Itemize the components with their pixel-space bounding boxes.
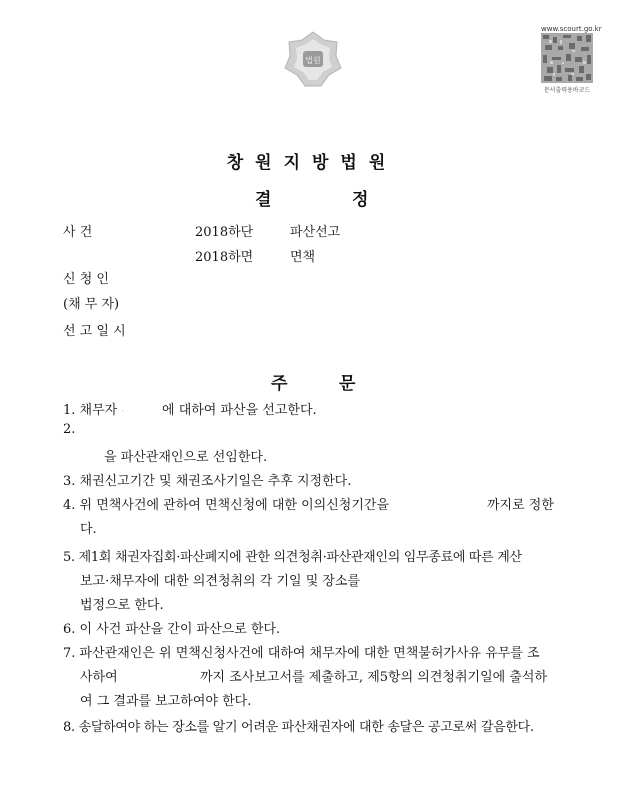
ruling-item-6: 6. 이 사건 파산을 간이 파산으로 한다. xyxy=(63,622,281,637)
court-name: 창원지방법원 xyxy=(226,153,398,173)
ruling-item-1-rest: 에 대하여 파산을 선고한다. xyxy=(162,403,317,418)
ruling-title-char-1: 주 xyxy=(271,374,288,394)
emblem-text: 법원 xyxy=(305,56,321,65)
ruling-item-7-line-1: 7. 파산관재인은 위 면책신청사건에 대하여 채무자에 대한 면책불허가사유 유무를 조 xyxy=(63,646,540,661)
document-type-char-1: 결 xyxy=(255,190,272,210)
ruling-item-7-line-3: 여 그 결과를 보고하여야 한다. xyxy=(80,694,252,709)
ruling-item-5-line-2: 보고·채무자에 대한 의견청취의 각 기일 및 장소를 xyxy=(80,574,361,589)
ruling-item-4-line-1b: 까지로 정한 xyxy=(487,498,554,513)
date-label: 선 고 일 시 xyxy=(63,324,126,339)
ruling-item-2-text: 을 파산관재인으로 선임한다. xyxy=(104,450,268,465)
ruling-item-3: 3. 채권신고기간 및 채권조사기일은 추후 지정한다. xyxy=(63,474,352,489)
ruling-item-4-line-2: 다. xyxy=(80,522,97,537)
case-title-2: 면책 xyxy=(290,250,316,265)
debtor-label: (채 무 자) xyxy=(63,297,120,312)
ruling-item-2-number: 2. xyxy=(63,422,76,437)
ruling-item-1-prefix: 1. 채무자 xyxy=(63,403,122,418)
ruling-item-7-line-2b: 까지 조사보고서를 제출하고, 제5항의 의견청취기일에 출석하 xyxy=(200,670,548,685)
qr-code xyxy=(541,33,593,83)
case-number-1: 2018하단 xyxy=(195,225,254,240)
ruling-item-5-line-1: 5. 제1회 채권자집회·파산폐지에 관한 의견청취·파산관재인의 임무종료에 따른 계산 xyxy=(63,550,522,565)
ruling-item-4-line-1a: 4. 위 면책사건에 관하여 면책신청에 대한 이의신청기간을 xyxy=(63,498,390,513)
ruling-title-char-2: 문 xyxy=(339,374,356,394)
case-number-2: 2018하면 xyxy=(195,250,254,265)
ruling-item-8: 8. 송달하여야 하는 장소를 알기 어려운 파산채권자에 대한 송달은 공고로써 갈음한다. xyxy=(63,720,534,735)
qr-url: www.scourt.go.kr xyxy=(541,25,602,33)
ruling-item-7-line-2a: 사하여 xyxy=(80,670,118,685)
ruling-item-5-line-3: 법정으로 한다. xyxy=(80,598,164,613)
case-label: 사 건 xyxy=(63,225,93,240)
ruling-item-1-mark: · xyxy=(121,407,125,417)
ruling-item-1 xyxy=(63,399,124,418)
case-title-1: 파산선고 xyxy=(290,225,341,240)
document-type-char-2: 정 xyxy=(352,190,369,210)
court-emblem xyxy=(284,30,342,88)
qr-label: 문서출력용바코드 xyxy=(543,87,591,94)
applicant-label: 신 청 인 xyxy=(63,272,109,287)
